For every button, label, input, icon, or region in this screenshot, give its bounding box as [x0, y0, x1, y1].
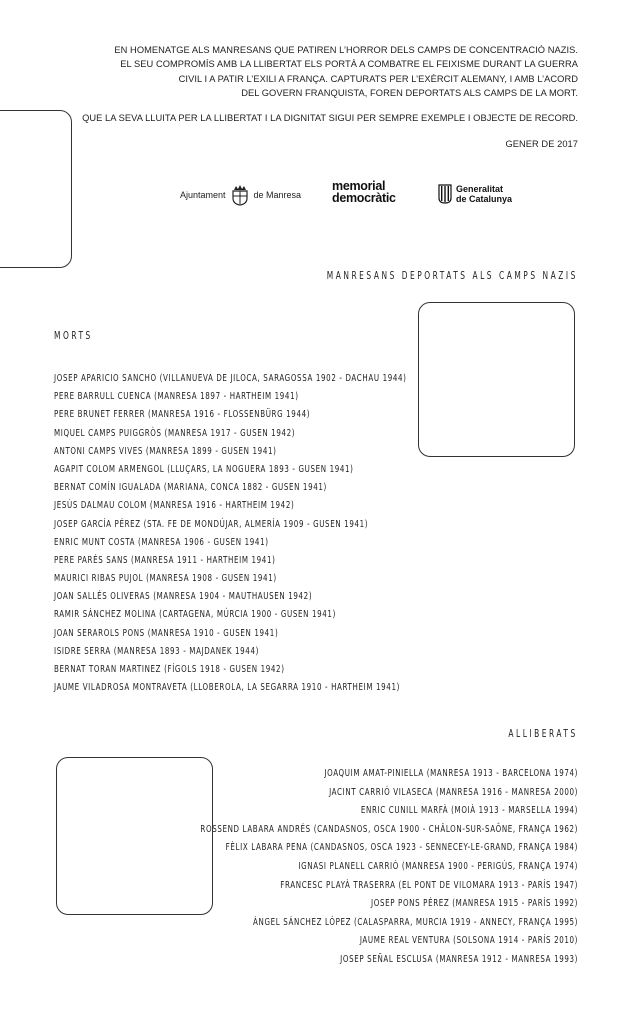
liberated-list: [100, 765, 578, 970]
sponsor-logos: [0, 180, 630, 220]
list-item: FRANCESC PLAYÀ TRASERRA (EL PONT DE VILOMARA 1913 - PARÍS 1947): [280, 879, 578, 891]
list-item: ENRIC MUNT COSTA (MANRESA 1906 - GUSEN 1941): [54, 536, 269, 548]
list-item: JAUME VILADROSA MONTRAVETA (LLOBEROLA, LA SEGARRA 1910 - HARTHEIM 1941): [54, 682, 401, 694]
list-item: MIQUEL CAMPS PUIGGRÒS (MANRESA 1917 - GUSEN 1942): [54, 427, 296, 439]
generalitat-logo-line1: Generalitat: [456, 184, 504, 194]
dedication-line: EN HOMENATGE ALS MANRESANS QUE PATIREN L’HORROR DELS CAMPS DE CONCENTRACIÓ NAZIS.: [114, 45, 579, 56]
manresa-logo: [180, 184, 301, 206]
list-item: JACINT CARRIÓ VILASECA (MANRESA 1916 - MANRESA 2000): [328, 786, 578, 798]
dedication-closing: QUE LA SEVA LLUITA PER LA LLIBERTAT I LA DIGNITAT SIGUI PER SEMPRE EXEMPLE I OBJECTE DE RECORD.: [82, 112, 579, 124]
list-item: ISIDRE SERRA (MANRESA 1893 - MAJDANEK 1944): [54, 645, 260, 657]
manresa-logo-text-right: de Manresa: [253, 190, 302, 200]
list-item: ROSSEND LABARA ANDRÉS (CANDASNOS, OSCA 1900 - CHÂLON-SUR-SAÔNE, FRANÇA 1962): [200, 823, 578, 835]
list-item: PERE PARÉS SANS (MANRESA 1911 - HARTHEIM 1941): [54, 554, 276, 566]
dedication-line: DEL GOVERN FRANQUISTA, FOREN DEPORTATS ALS CAMPS DE LA MORT.: [241, 88, 578, 100]
memorial-logo-line2: democràtic: [332, 191, 396, 205]
list-item: ANTONI CAMPS VIVES (MANRESA 1899 - GUSEN 1941): [54, 445, 277, 457]
list-item: MAURICI RIBAS PUJOL (MANRESA 1908 - GUSEN 1941): [54, 573, 277, 585]
deceased-list: [54, 370, 500, 697]
dedication-date: GENER DE 2017: [505, 139, 578, 151]
page-title: MANRESANS DEPORTATS ALS CAMPS NAZIS: [326, 270, 578, 282]
list-item: ÀNGEL SÁNCHEZ LÓPEZ (CALASPARRA, MURCIA 1919 - ANNECY, FRANÇA 1995): [252, 916, 578, 928]
generalitat-logo: [438, 184, 512, 204]
dedication-line: EL SEU COMPROMÍS AMB LA LLIBERTAT ELS PORTÀ A COMBATRE EL FEIXISME DURANT LA GUERRA: [120, 59, 579, 71]
list-item: JOAQUIM AMAT-PINIELLA (MANRESA 1913 - BARCELONA 1974): [324, 768, 578, 779]
list-item: JOSEP SEÑAL ESCLUSA (MANRESA 1912 - MANRESA 1993): [340, 953, 578, 965]
dedication-line: CIVIL I A PATIR L’EXILI A FRANÇA. CAPTURATS PER L’EXÈRCIT ALEMANY, I AMB L’ACORD: [178, 73, 579, 85]
liberated-section-heading: ALLIBERATS: [508, 728, 578, 740]
list-item: FÈLIX LABARA PENA (CANDASNOS, OSCA 1923 - SENNECEY-LE-GRAND, FRANÇA 1984): [225, 842, 578, 854]
list-item: PERE BARRULL CUENCA (MANRESA 1897 - HARTHEIM 1941): [54, 391, 299, 403]
generalitat-logo-line2: de Catalunya: [456, 194, 513, 204]
list-item: JOSEP GARCÍA PÉREZ (STA. FE DE MONDÚJAR, ALMERÍA 1909 - GUSEN 1941): [54, 518, 369, 530]
list-item: RAMIR SÁNCHEZ MOLINA (CARTAGENA, MÚRCIA 1900 - GUSEN 1941): [54, 609, 336, 621]
list-item: JAUME REAL VENTURA (SOLSONA 1914 - PARÍS 2010): [359, 935, 578, 947]
list-item: BERNAT COMÍN IGUALADA (MARIANA, CONCA 1882 - GUSEN 1941): [54, 482, 327, 494]
list-item: ENRIC CUNILL MARFÀ (MOIÀ 1913 - MARSELLA 1994): [360, 805, 578, 817]
list-item: JESÚS DALMAU COLOM (MANRESA 1916 - HARTHEIM 1942): [54, 500, 295, 512]
list-item: AGAPIT COLOM ARMENGOL (LLUÇARS, LA NOGUERA 1893 - GUSEN 1941): [54, 463, 354, 475]
list-item: PERE BRUNET FERRER (MANRESA 1916 - FLOSSENBÜRG 1944): [54, 409, 311, 421]
list-item: JOSEP PONS PÉREZ (MANRESA 1915 - PARÍS 1992): [370, 898, 578, 910]
memorial-logo-line1: memorial: [332, 179, 386, 193]
memorial-democratic-logo: [332, 180, 396, 204]
manresa-logo-text-left: Ajuntament: [180, 190, 226, 200]
list-item: IGNASI PLANELL CARRIÓ (MANRESA 1900 - PERIGÚS, FRANÇA 1974): [298, 860, 578, 872]
list-item: JOAN SALLÉS OLIVERAS (MANRESA 1904 - MAUTHAUSEN 1942): [54, 591, 313, 603]
senyera-icon: [438, 184, 452, 204]
list-item: BERNAT TORAN MARTINEZ (FÍGOLS 1918 - GUSEN 1942): [54, 664, 285, 675]
dedication-text: [58, 44, 578, 152]
deceased-section-heading: MORTS: [54, 330, 93, 342]
list-item: JOAN SERAROLS PONS (MANRESA 1910 - GUSEN 1941): [54, 627, 279, 639]
manresa-crest-icon: [230, 184, 250, 206]
list-item: JOSEP APARICIO SANCHO (VILLANUEVA DE JILOCA, SARAGOSSA 1902 - DACHAU 1944): [54, 373, 407, 384]
